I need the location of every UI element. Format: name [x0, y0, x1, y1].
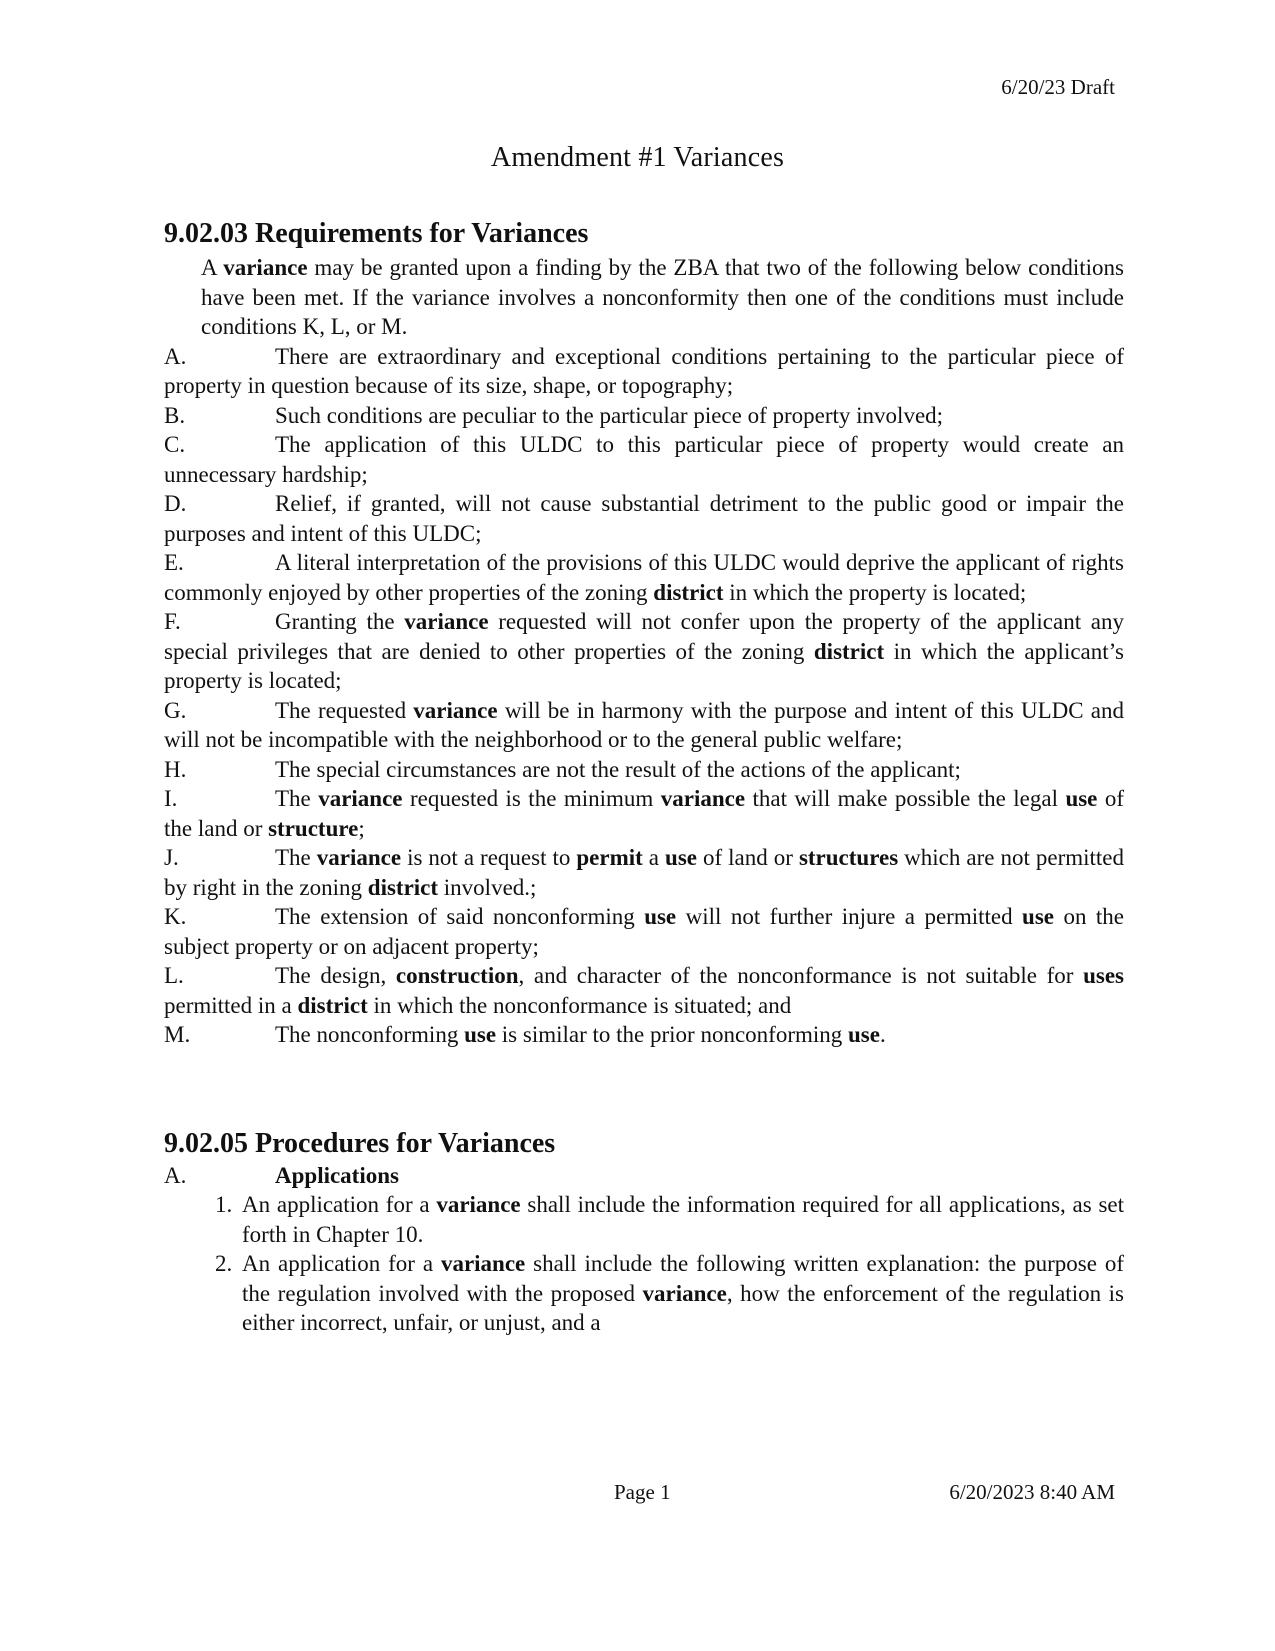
- defined-term: construction: [395, 963, 519, 988]
- item-letter: E.: [164, 550, 184, 575]
- text-run: involved.;: [438, 874, 537, 900]
- item-letter: A.: [164, 343, 187, 369]
- text-run: of the land or: [164, 786, 1124, 841]
- text-run: The requested: [275, 697, 414, 723]
- text-run: A: [201, 255, 224, 280]
- section-intro: [164, 253, 1124, 342]
- document-title: Amendment #1 Variances: [490, 142, 785, 173]
- text-run: may be granted upon a finding by the ZBA that two of the following below conditions have been met. If the variance involves a nonconformity then one of the conditions must include conditions K, L, or M.: [201, 255, 1124, 339]
- condition-item: [164, 843, 1124, 902]
- text-run: shall include the information required for all applications, as set forth in Chapter 10.: [242, 1192, 1124, 1247]
- defined-term: structure: [268, 815, 359, 841]
- item-letter: B.: [164, 402, 186, 428]
- condition-item: [164, 607, 1124, 696]
- text-run: shall include the following written explanation: the purpose of the regulation involved with the proposed: [242, 1251, 1124, 1306]
- text-run: on the subject property or on adjacent property;: [164, 904, 1125, 959]
- item-letter: F.: [164, 609, 181, 634]
- condition-item: [164, 1020, 1124, 1050]
- defined-term: variance: [316, 845, 402, 870]
- item-letter: L.: [164, 963, 184, 988]
- text-run: The special circumstances are not the result of the actions of the applicant;: [275, 756, 961, 782]
- page-number: Page 1: [614, 1480, 671, 1504]
- text-run: The application of this ULDC to this particular piece of property would create an unnecessary hardship;: [164, 432, 1124, 487]
- defined-term: use: [644, 904, 677, 929]
- defined-term: variance: [660, 786, 746, 811]
- text-run: Relief, if granted, will not cause substantial detriment to the public good or impair the purposes and intent of this ULDC;: [164, 491, 1124, 546]
- section-heading-requirements: 9.02.03 Requirements for Variances: [164, 218, 589, 249]
- applications-list: [164, 1190, 1124, 1338]
- text-run: The design,: [275, 963, 396, 988]
- list-item: [238, 1190, 1124, 1249]
- text-run: An application for a: [242, 1192, 437, 1217]
- text-run: There are extraordinary and exceptional conditions pertaining to the particular piece of property in question because of its size, shape, or topography;: [164, 343, 1124, 398]
- text-run: The extension of said nonconforming: [275, 904, 645, 929]
- condition-item: [164, 548, 1124, 607]
- defined-term: use: [848, 1022, 880, 1047]
- text-run: Such conditions are peculiar to the particular piece of property involved;: [275, 402, 944, 428]
- text-run: ;: [358, 815, 365, 841]
- item-letter: K.: [164, 904, 187, 929]
- subsection-heading: [164, 1161, 1124, 1191]
- condition-item: [164, 902, 1124, 961]
- text-run: Granting the: [275, 609, 405, 634]
- defined-term: district: [367, 874, 439, 900]
- item-letter: A.: [164, 1162, 187, 1188]
- subsection-label: Applications: [275, 1162, 399, 1188]
- item-letter: I.: [164, 786, 178, 811]
- defined-term: variance: [440, 1251, 526, 1276]
- text-run: in which the applicant’s property is located;: [164, 638, 1124, 693]
- item-letter: J.: [164, 845, 179, 870]
- section-requirements: [164, 217, 1124, 1050]
- text-run: a: [642, 845, 666, 870]
- text-run: The: [275, 786, 319, 811]
- item-letter: M.: [164, 1022, 191, 1047]
- section-heading-procedures: 9.02.05 Procedures for Variances: [164, 1127, 556, 1159]
- condition-item: [164, 961, 1124, 1020]
- defined-term: variance: [318, 786, 403, 811]
- text-run: The nonconforming: [275, 1022, 465, 1047]
- text-run: , how the enforcement of the regulation is either incorrect, unfair, or unjust, and a: [242, 1280, 1124, 1335]
- footer-timestamp: 6/20/2023 8:40 AM: [949, 1480, 1115, 1504]
- draft-date-label: 6/20/23 Draft: [1001, 75, 1115, 99]
- defined-term: variance: [413, 697, 498, 723]
- item-letter: G.: [164, 697, 187, 723]
- item-letter: H.: [164, 756, 187, 782]
- item-letter: C.: [164, 432, 186, 457]
- text-run: The: [275, 845, 317, 870]
- list-item: [238, 1249, 1124, 1338]
- text-run: .: [879, 1022, 886, 1047]
- text-run: An application for a: [242, 1251, 441, 1276]
- condition-item: [164, 342, 1124, 401]
- text-run: requested will not confer upon the property of the applicant any special privileges that are denied to other properties of the zoning: [164, 609, 1125, 664]
- text-run: of land or: [696, 845, 799, 870]
- defined-term: use: [665, 845, 697, 870]
- text-run: that will make possible the legal: [745, 786, 1066, 811]
- defined-term: district: [653, 579, 724, 605]
- text-run: will not further injure a permitted: [676, 904, 1023, 929]
- text-run: is similar to the prior nonconforming: [496, 1022, 849, 1047]
- text-run: permitted in a: [164, 992, 298, 1018]
- condition-item: [164, 784, 1124, 843]
- item-letter: D.: [164, 491, 187, 516]
- section-procedures: [164, 1127, 1124, 1338]
- defined-term: use: [464, 1022, 497, 1047]
- defined-term: use: [1022, 904, 1054, 929]
- defined-term: variance: [404, 609, 489, 634]
- defined-term: district: [813, 638, 885, 664]
- text-run: is not a request to: [401, 845, 577, 870]
- defined-term: district: [297, 992, 368, 1018]
- text-run: in which the nonconformance is situated; and: [367, 992, 792, 1018]
- text-run: in which the property is located;: [723, 579, 1027, 605]
- condition-item: [164, 401, 1124, 431]
- defined-term: uses: [1083, 963, 1124, 988]
- defined-term: permit: [576, 845, 643, 870]
- condition-item: [164, 489, 1124, 548]
- defined-term: use: [1065, 786, 1098, 811]
- text-run: A literal interpretation of the provisions of this ULDC would deprive the applicant of rights commonly enjoyed by other properties of the zoning: [164, 550, 1124, 605]
- defined-term: variance: [436, 1192, 521, 1217]
- defined-term: structures: [798, 845, 899, 870]
- text-run: which are not permitted by right in the zoning: [164, 845, 1125, 900]
- condition-item: [164, 755, 1124, 785]
- text-run: will be in harmony with the purpose and intent of this ULDC and will not be incompatible with the neighborhood or to the general public welfare;: [164, 697, 1124, 752]
- document-body: [164, 217, 1124, 1338]
- condition-item: [164, 696, 1124, 755]
- condition-item: [164, 430, 1124, 489]
- defined-term: variance: [223, 255, 308, 280]
- text-run: , and character of the nonconformance is not suitable for: [518, 963, 1084, 988]
- text-run: requested is the minimum: [402, 786, 661, 811]
- defined-term: variance: [642, 1280, 727, 1306]
